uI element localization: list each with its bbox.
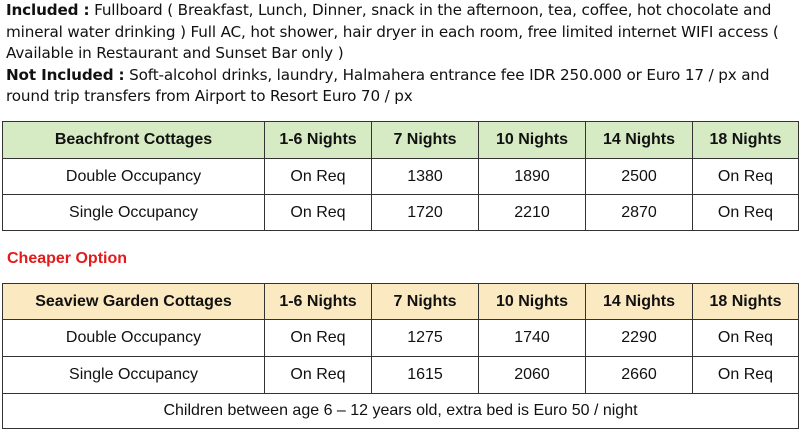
table-header-row	[3, 284, 799, 320]
price-cell: On Req	[693, 159, 799, 195]
column-header: 14 Nights	[586, 122, 693, 159]
price-cell: 2290	[586, 320, 693, 357]
column-header: 18 Nights	[693, 122, 799, 159]
price-cell: 1380	[372, 159, 479, 195]
room-type-header: Beachfront Cottages	[3, 122, 265, 159]
price-cell: 1720	[372, 195, 479, 231]
table-row	[3, 195, 799, 231]
cheaper-option-heading: Cheaper Option	[7, 250, 128, 267]
included-label: Included :	[6, 1, 90, 19]
price-cell: 1740	[479, 320, 586, 357]
room-type-header: Seaview Garden Cottages	[3, 284, 265, 320]
price-cell: 2060	[479, 357, 586, 394]
price-cell: On Req	[693, 320, 799, 357]
row-label: Single Occupancy	[3, 357, 265, 394]
column-header: 1-6 Nights	[265, 284, 372, 320]
column-header: 10 Nights	[479, 284, 586, 320]
included-text: Fullboard ( Breakfast, Lunch, Dinner, snack in the afternoon, tea, coffee, hot chocolate and mineral water drinking ) Full AC, hot shower, hair dryer in each room, free limited internet WIFI access ( Available in Restaurant and Sunset Bar only )	[6, 1, 779, 62]
intro-text	[6, 0, 796, 108]
price-cell: On Req	[265, 159, 372, 195]
column-header: 7 Nights	[372, 284, 479, 320]
table-row	[3, 159, 799, 195]
garden-price-table	[2, 283, 799, 429]
row-label: Double Occupancy	[3, 320, 265, 357]
column-header: 1-6 Nights	[265, 122, 372, 159]
row-label: Single Occupancy	[3, 195, 265, 231]
children-note: Children between age 6 – 12 years old, extra bed is Euro 50 / night	[3, 394, 799, 429]
price-cell: 2210	[479, 195, 586, 231]
price-cell: On Req	[265, 357, 372, 394]
table-row	[3, 320, 799, 357]
column-header: 7 Nights	[372, 122, 479, 159]
column-header: 14 Nights	[586, 284, 693, 320]
price-cell: 1275	[372, 320, 479, 357]
price-cell: 2500	[586, 159, 693, 195]
price-cell: 2870	[586, 195, 693, 231]
column-header: 10 Nights	[479, 122, 586, 159]
children-note-row	[3, 394, 799, 429]
table-row	[3, 357, 799, 394]
price-cell: On Req	[265, 195, 372, 231]
price-cell: On Req	[693, 195, 799, 231]
column-header: 18 Nights	[693, 284, 799, 320]
price-cell: 1890	[479, 159, 586, 195]
not-included-label: Not Included :	[6, 65, 125, 84]
not-included-text: Soft-alcohol drinks, laundry, Halmahera entrance fee IDR 250.000 or Euro 17 / px and round trip transfers from Airport to Resort Euro 70 / px	[6, 65, 770, 105]
price-cell: 2660	[586, 357, 693, 394]
beachfront-price-table	[2, 121, 799, 231]
row-label: Double Occupancy	[3, 159, 265, 195]
price-cell: On Req	[265, 320, 372, 357]
table-header-row	[3, 122, 799, 159]
price-cell: 1615	[372, 357, 479, 394]
price-cell: On Req	[693, 357, 799, 394]
